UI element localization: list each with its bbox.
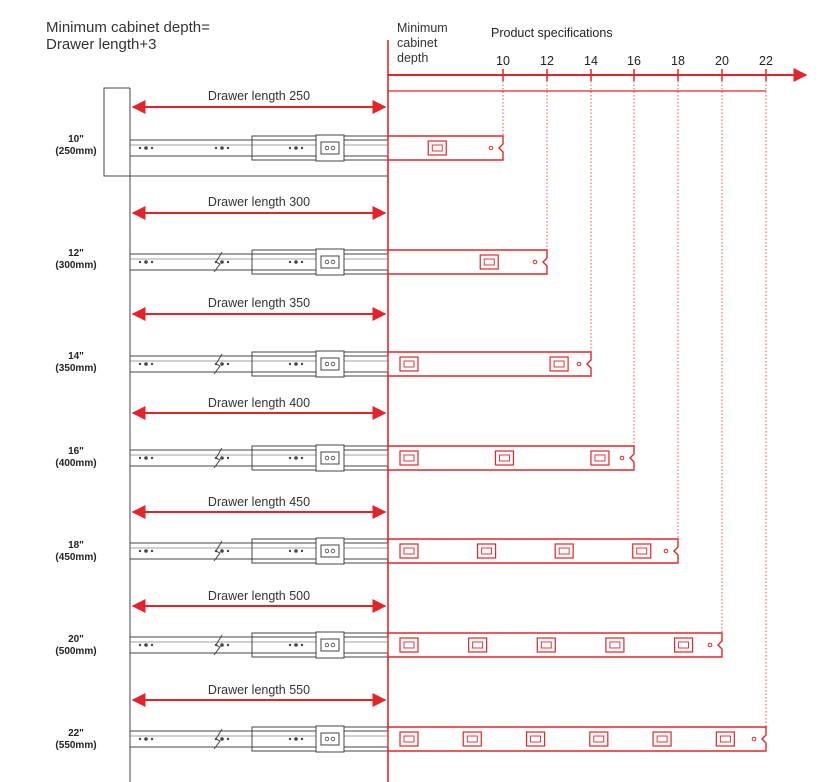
rail-outer-body — [130, 254, 388, 270]
rail-connector — [316, 726, 344, 752]
red-inner-rail — [388, 136, 503, 160]
min-cabinet-depth-line-3: depth — [397, 51, 429, 65]
spec-tick-20: 20 — [715, 54, 729, 68]
spec-tick-12: 12 — [540, 54, 554, 68]
size-label-16: 16" (400mm) — [55, 446, 97, 469]
rail-connector — [316, 135, 344, 161]
spec-tick-16: 16 — [627, 54, 641, 68]
spec-tick-18: 18 — [671, 54, 685, 68]
drawer-length-label-300: Drawer length 300 — [207, 195, 311, 209]
first-cabinet-bracket — [104, 88, 130, 176]
rail-connector — [316, 538, 344, 564]
size-label-20: 20" (500mm) — [55, 634, 97, 657]
red-inner-rail — [388, 727, 766, 751]
slide-rail-10 — [130, 81, 503, 161]
rail-outer-body — [130, 356, 388, 372]
product-specifications-label: Product specifications — [491, 26, 613, 40]
rail-connector — [316, 249, 344, 275]
rail-outer-body — [130, 731, 388, 747]
rail-outer-body — [130, 637, 388, 653]
size-label-18: 18" (450mm) — [55, 540, 97, 563]
red-inner-rail — [388, 539, 678, 563]
rail-outer-body — [130, 140, 388, 156]
spec-tick-22: 22 — [759, 54, 773, 68]
spec-tick-10: 10 — [496, 54, 510, 68]
drawer-length-label-350: Drawer length 350 — [207, 296, 311, 310]
size-label-10: 10" (250mm) — [55, 134, 97, 157]
drawer-length-label-500: Drawer length 500 — [207, 589, 311, 603]
size-label-12: 12" (300mm) — [55, 248, 97, 271]
red-inner-rail — [388, 250, 547, 274]
drawer-length-label-400: Drawer length 400 — [207, 396, 311, 410]
min-cabinet-depth-line-2: cabinet — [397, 36, 438, 50]
rail-outer-body — [130, 543, 388, 559]
drawer-length-label-450: Drawer length 450 — [207, 495, 311, 509]
slide-rail-14 — [130, 81, 591, 377]
rail-connector — [316, 445, 344, 471]
red-inner-rail — [388, 446, 634, 470]
size-label-22: 22" (550mm) — [55, 728, 97, 751]
rail-outer-body — [130, 450, 388, 466]
title-line-2: Drawer length+3 — [46, 36, 157, 53]
slide-rail-12 — [130, 81, 547, 275]
min-cabinet-depth-line-1: Minimum — [397, 21, 448, 35]
rail-connector — [316, 351, 344, 377]
spec-tick-14: 14 — [584, 54, 598, 68]
rail-connector — [316, 632, 344, 658]
drawer-length-label-250: Drawer length 250 — [207, 89, 311, 103]
size-label-14: 14" (350mm) — [55, 351, 97, 374]
title-line-1: Minimum cabinet depth= — [46, 19, 210, 36]
drawer-length-label-550: Drawer length 550 — [207, 683, 311, 697]
